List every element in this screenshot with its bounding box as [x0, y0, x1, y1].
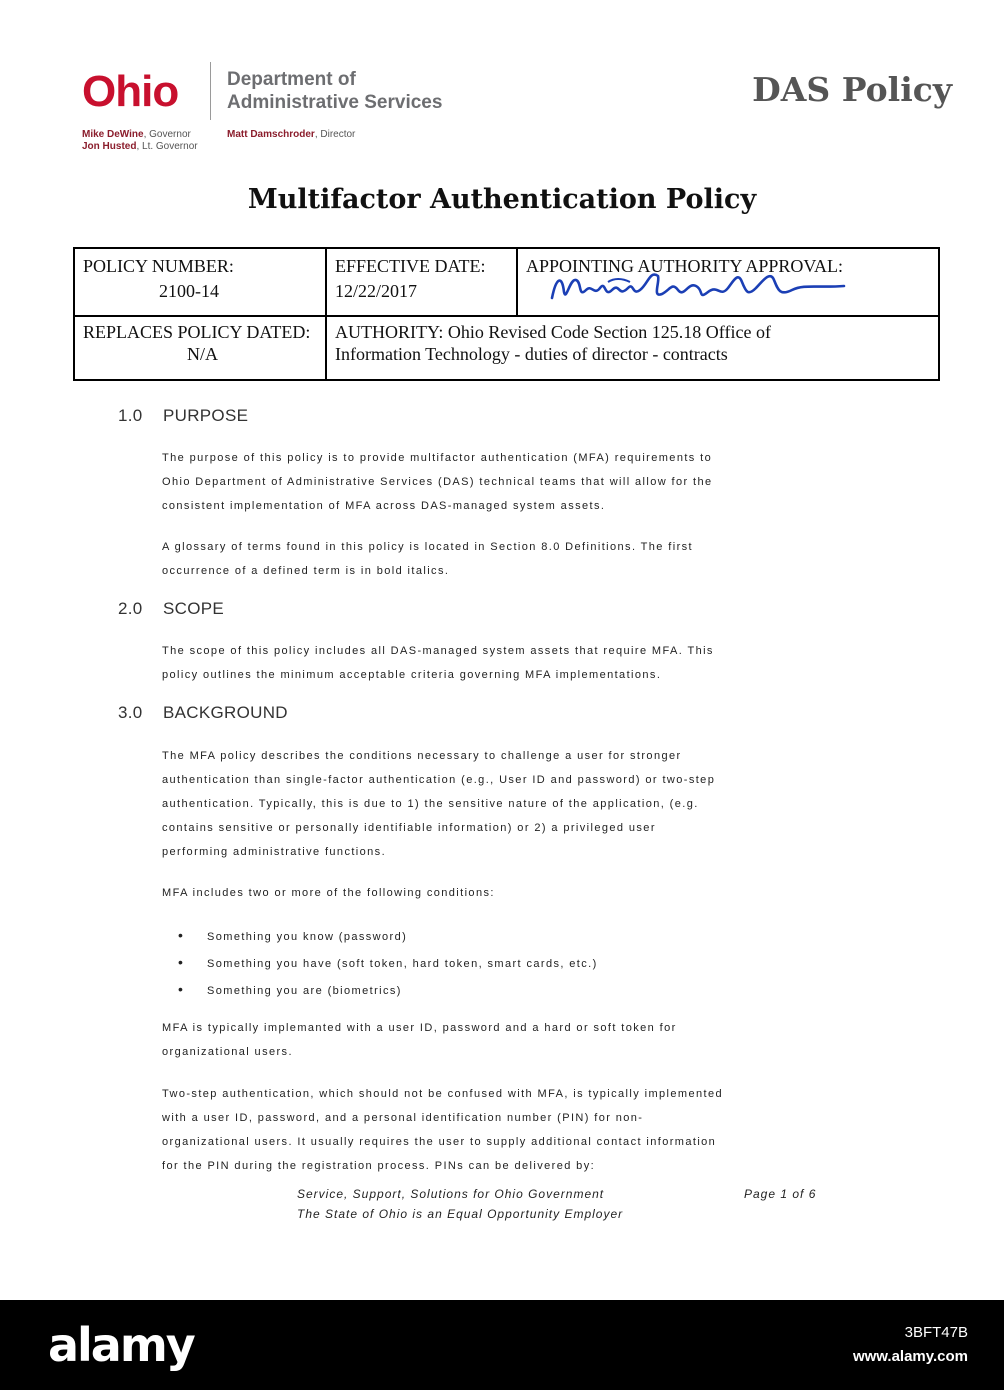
text-line: contains sensitive or personally identifiable information) or 2) a privileged user [162, 822, 656, 834]
text-line: authentication than single-factor authentication (e.g., User ID and password) or two-step [162, 774, 716, 786]
department-line-1: Department of [227, 69, 356, 90]
approval-label: APPOINTING AUTHORITY APPROVAL: [526, 256, 844, 276]
text-line: Two-step authentication, which should not be confused with MFA, is typically implemented [162, 1088, 723, 1100]
background-paragraph-4 [162, 1082, 892, 1178]
list-item [178, 950, 878, 977]
governor-name: Mike DeWine [82, 129, 144, 140]
background-paragraph-3 [162, 1016, 892, 1064]
section-number: 3.0 [118, 703, 143, 722]
policy-number-label: POLICY NUMBER: [83, 256, 234, 276]
footer-eoe: The State of Ohio is an Equal Opportunity Employer [297, 1207, 624, 1221]
stock-id: 3BFT47B [904, 1324, 968, 1341]
replaces-value: N/A [187, 344, 218, 364]
text-line: The MFA policy describes the conditions necessary to challenge a user for stronger [162, 750, 682, 762]
policy-number-value: 2100-14 [159, 281, 219, 301]
section-number: 2.0 [118, 599, 143, 618]
effective-date-value: 12/22/2017 [335, 281, 418, 301]
background-paragraph-2 [162, 881, 892, 905]
signature-image [548, 268, 848, 306]
effective-date-cell [335, 255, 515, 302]
list-item-text: Something you are (biometrics) [207, 985, 402, 997]
text-line: occurrence of a defined term is in bold italics. [162, 565, 450, 577]
text-line: A glossary of terms found in this policy is located in Section 8.0 Definitions. The first [162, 541, 693, 553]
table-divider [516, 249, 518, 315]
section-heading-background [118, 703, 288, 723]
section-heading-purpose [118, 406, 248, 426]
text-line: with a user ID, password, and a personal identification number (PIN) for non- [162, 1112, 644, 1124]
lt-governor-line [82, 141, 198, 153]
governor-title: , Governor [143, 129, 191, 140]
table-divider [325, 249, 327, 379]
governor-line [82, 129, 191, 141]
list-item [178, 977, 878, 1004]
conditions-list [178, 923, 878, 1004]
policy-number-cell [83, 255, 323, 302]
text-line: MFA includes two or more of the following conditions: [162, 887, 495, 899]
purpose-paragraph-2 [162, 535, 892, 583]
authority-line-2: Information Technology - duties of director - contracts [335, 344, 728, 364]
director-title: , Director [314, 129, 356, 140]
text-line: MFA is typically implemanted with a user ID, password and a hard or soft token for [162, 1022, 677, 1034]
text-line: policy outlines the minimum acceptable criteria governing MFA implementations. [162, 669, 662, 681]
ohio-logo: Ohio [82, 67, 179, 116]
section-number: 1.0 [118, 406, 143, 425]
scope-paragraph [162, 639, 892, 687]
text-line: organizational users. [162, 1046, 293, 1058]
das-policy-label: DAS Policy [752, 70, 952, 109]
director-name: Matt Damschroder [227, 129, 315, 140]
lt-governor-title: , Lt. Governor [136, 141, 198, 152]
department-line-2: Administrative Services [227, 92, 443, 113]
text-line: for the PIN during the registration process. PINs can be delivered by: [162, 1160, 596, 1172]
section-title: PURPOSE [163, 406, 249, 425]
section-title: BACKGROUND [163, 703, 288, 722]
replaces-cell [83, 321, 323, 365]
list-item-text: Something you have (soft token, hard token, smart cards, etc.) [207, 958, 598, 970]
authority-line-1: AUTHORITY: Ohio Revised Code Section 125.18 Office of [335, 322, 771, 342]
lt-governor-name: Jon Husted [82, 141, 137, 152]
replaces-label: REPLACES POLICY DATED: [83, 322, 311, 342]
effective-date-label: EFFECTIVE DATE: [335, 256, 486, 276]
watermark-site: www.alamy.com [852, 1348, 968, 1365]
table-divider [75, 315, 938, 317]
section-heading-scope [118, 599, 224, 619]
department-name [227, 68, 442, 114]
text-line: performing administrative functions. [162, 846, 387, 858]
text-line: organizational users. It usually requires the user to supply additional contact information [162, 1136, 717, 1148]
alamy-logo: alamy [48, 1318, 194, 1372]
document-title: Multifactor Authentication Policy [247, 184, 757, 215]
text-line: consistent implementation of MFA across DAS-managed system assets. [162, 500, 606, 512]
logo-divider [210, 62, 211, 120]
background-paragraph-1 [162, 744, 892, 864]
text-line: The purpose of this policy is to provide multifactor authentication (MFA) requirements to [162, 452, 713, 464]
text-line: Ohio Department of Administrative Services (DAS) technical teams that will allow for the [162, 476, 713, 488]
bullet-icon: • [178, 981, 185, 997]
bullet-icon: • [178, 954, 185, 970]
purpose-paragraph-1 [162, 446, 892, 518]
director-line [227, 129, 355, 141]
text-line: authentication. Typically, this is due to 1) the sensitive nature of the application, (e.g. [162, 798, 699, 810]
section-title: SCOPE [163, 599, 225, 618]
list-item-text: Something you know (password) [207, 931, 408, 943]
text-line: The scope of this policy includes all DAS-managed system assets that require MFA. This [162, 645, 714, 657]
authority-cell [335, 321, 935, 365]
page-number: Page 1 of 6 [744, 1187, 817, 1201]
bullet-icon: • [178, 927, 185, 943]
footer-slogan: Service, Support, Solutions for Ohio Government [297, 1187, 605, 1201]
list-item [178, 923, 878, 950]
